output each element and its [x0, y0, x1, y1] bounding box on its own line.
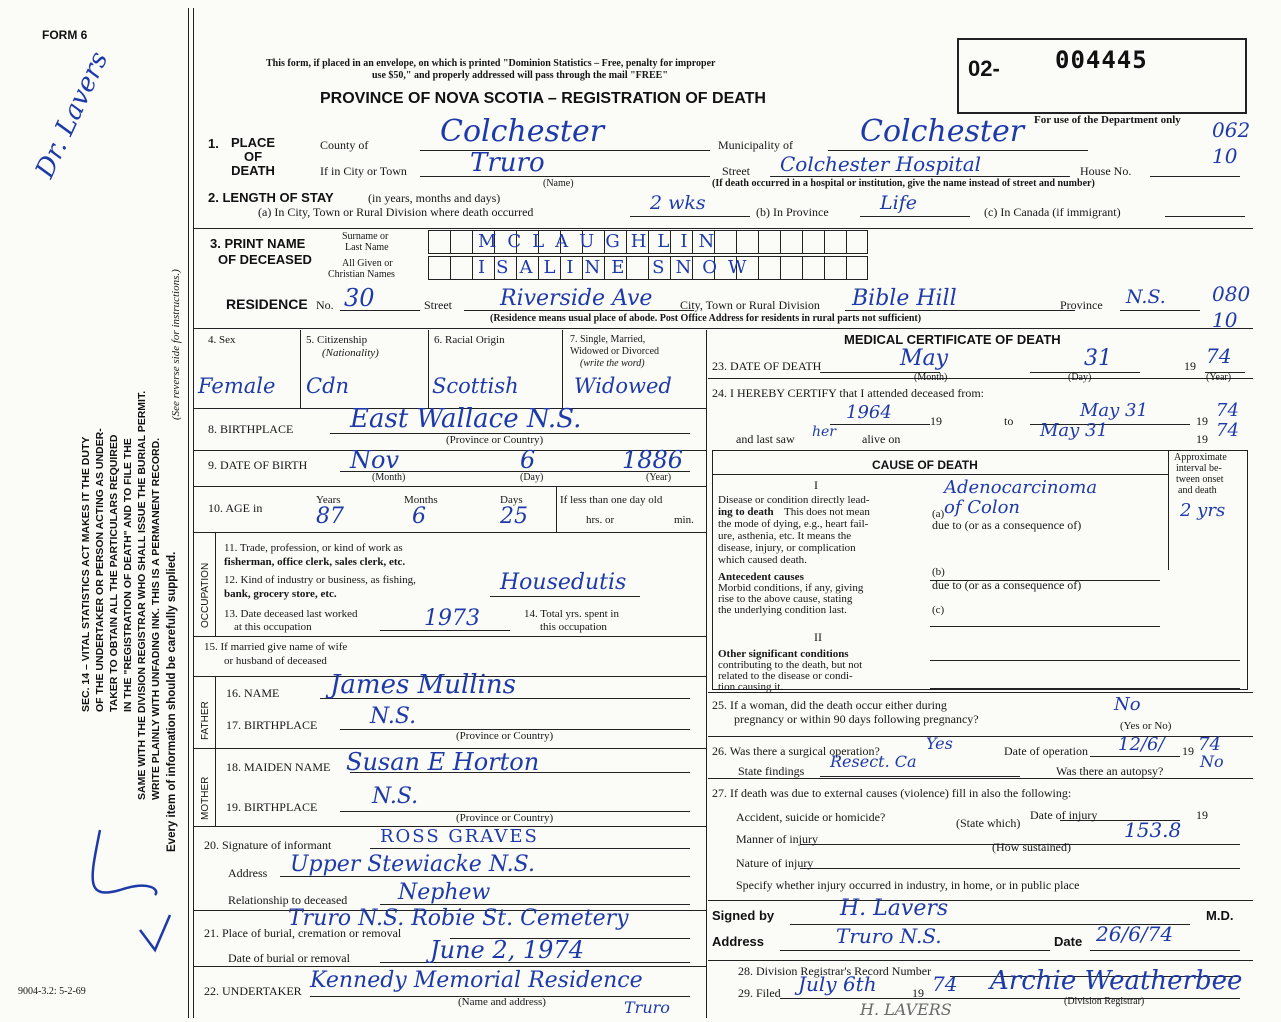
residence-street-label: Street: [424, 298, 452, 312]
residence-no-label: No.: [316, 298, 334, 312]
registration-number: 004445: [1055, 46, 1148, 74]
s20-label: 20. Signature of informant: [204, 838, 332, 852]
fill-line-municipality: [828, 150, 1088, 151]
left-margin-line-2: [193, 8, 194, 1018]
s13-label-1: 13. Date deceased last worked: [224, 608, 358, 620]
side-text-3: TAKER TO OBTAIN ALL THE PARTICULARS REQUIRED: [108, 434, 120, 712]
col-divider-1: [300, 330, 301, 408]
interval-4: and death: [1178, 485, 1217, 496]
s4-value: Female: [198, 374, 276, 398]
s1-label: PLACE OF DEATH: [230, 135, 276, 178]
s27-accident: Accident, suicide or homicide?: [736, 810, 886, 824]
residence-province-label: Province: [1060, 298, 1103, 312]
s9-day: 6: [520, 446, 536, 474]
fill-line-street: [770, 176, 1070, 177]
parents-divider: [215, 676, 216, 826]
divider-s11: [193, 532, 706, 533]
fill-line-res-province: [1120, 310, 1200, 311]
dept-code-2: 10: [1212, 144, 1238, 168]
center-divider: [706, 330, 707, 1018]
father-name-label: 16. NAME: [226, 686, 280, 700]
s24-19c: 19: [1196, 432, 1208, 446]
cause-title-line: [712, 474, 1168, 475]
s10-years: 87: [316, 504, 344, 529]
s23-year: 74: [1206, 344, 1232, 368]
side-text-1: SEC. 14 – VITAL STATISTICS ACT MAKES IT THE DUTY: [80, 436, 92, 712]
s27-date-injury: Date of injury: [1030, 808, 1098, 822]
city-caption: (Name): [543, 178, 574, 189]
s10-months: 6: [412, 504, 426, 529]
s3-label-1: 3. PRINT NAME: [210, 236, 306, 251]
cause-a-value: Adenocarcinoma of Colon: [944, 477, 1098, 518]
s12-label-1: 12. Kind of industry or business, as fishing,: [224, 574, 416, 586]
fill-line-2a: [630, 216, 750, 217]
s10-min: min.: [674, 514, 694, 526]
other-2: contributing to the death, but not: [718, 659, 863, 671]
surname-label-2: Last Name: [345, 242, 389, 253]
s27-nature: Nature of injury: [736, 856, 814, 870]
s8-label: 8. BIRTHPLACE: [208, 422, 294, 436]
s24-19a: 19: [930, 414, 942, 428]
margin-signature: Dr. Lavers: [30, 47, 115, 183]
ante-4: the underlying condition last.: [718, 604, 847, 616]
direct-6: disease, injury, or complication: [718, 542, 856, 554]
s29-below: H. LAVERS: [860, 1000, 952, 1019]
s20-relationship: Nephew: [398, 880, 491, 905]
divider-s25: [708, 692, 1253, 693]
direct-2: ing to death: [718, 506, 774, 518]
s9-day-cap: (Day): [520, 472, 544, 483]
residence-no: 30: [344, 284, 375, 312]
s11-label-2: fisherman, office clerk, sales clerk, etc.: [224, 556, 406, 568]
s4-label: 4. Sex: [208, 334, 236, 346]
s24-alive-value: May 31: [1040, 420, 1108, 441]
s20-address: Upper Stewiacke N.S.: [290, 852, 535, 877]
direct-3: This does not mean: [784, 506, 870, 518]
form-title: PROVINCE OF NOVA SCOTIA – REGISTRATION OF DEATH: [320, 90, 766, 107]
residence-street: Riverside Ave: [500, 286, 653, 311]
division-registrar-signature: Archie Weatherbee: [990, 966, 1243, 996]
s9-year-cap: (Year): [646, 472, 672, 483]
s2-c-label: (c) In Canada (if immigrant): [984, 205, 1121, 219]
mother-name-label: 18. MAIDEN NAME: [226, 760, 331, 774]
county-value: Colchester: [440, 114, 605, 149]
s9-month-cap: (Month): [372, 472, 406, 483]
s23-month: May: [900, 346, 949, 371]
age-divider: [556, 486, 557, 532]
ante-2: Morbid conditions, if any, giving: [718, 582, 864, 594]
s20-relationship-label: Relationship to deceased: [228, 893, 348, 907]
s20-address-label: Address: [228, 866, 268, 880]
cause-part-2: II: [814, 630, 822, 644]
s5-label: 5. Citizenship: [306, 334, 368, 346]
s22-value: Kennedy Memorial Residence: [310, 968, 643, 993]
s15-label-2: or husband of deceased: [224, 655, 327, 667]
fill-line-county: [420, 150, 710, 151]
s7-label-2: Widowed or Divorced: [570, 346, 660, 357]
s9-year: 1886: [622, 446, 684, 474]
s26-year: 74: [1198, 734, 1221, 755]
s23-day: 31: [1084, 346, 1112, 371]
s24-to: to: [1004, 414, 1014, 428]
s3-label-2: OF DECEASED: [218, 252, 312, 267]
left-margin-line: [188, 8, 189, 1018]
side-text-5: SAME WITH THE DIVISION REGISTRAR WHO SHALL ISSUE THE BURIAL PERMIT.: [136, 390, 148, 800]
s13-label-2: at this occupation: [234, 621, 312, 633]
side-text-2: OF THE UNDERTAKER OR PERSON ACTING AS UNDER-: [94, 428, 106, 712]
s27-state-which: (State which): [956, 816, 1021, 830]
s26-findings-label: State findings: [738, 764, 805, 778]
s10-days: 25: [500, 504, 528, 529]
occupation-side-label: OCCUPATION: [200, 562, 211, 628]
direct-1: Disease or condition directly lead-: [718, 494, 870, 506]
s24-last-label: and last saw: [736, 432, 795, 446]
s21-value: Truro N.S. Robie St. Cemetery: [288, 906, 629, 931]
s21-date-label: Date of burial or removal: [228, 951, 350, 965]
divider-s23: [708, 378, 1253, 379]
cause-part-1: I: [814, 478, 818, 492]
ante-3: rise to the above cause, stating: [718, 593, 853, 605]
s10-lt-label: If less than one day old: [560, 494, 663, 506]
surname-label-1: Surname or: [342, 231, 389, 242]
s10-label: 10. AGE in: [208, 501, 263, 515]
fill-line-op-date: [1090, 756, 1180, 757]
s26-prefix: 19: [1182, 744, 1194, 758]
s1-num: 1.: [208, 136, 219, 151]
margin-checkmarks: [60, 820, 180, 970]
father-bp: N.S.: [370, 704, 417, 729]
s6-label: 6. Racial Origin: [434, 334, 505, 346]
divider-s2: [193, 228, 1253, 229]
s2-desc: (in years, months and days): [368, 191, 501, 205]
s27-manner-value: 153.8: [1124, 818, 1182, 842]
s6-value: Scottish: [432, 374, 519, 398]
occupation-divider: [215, 532, 216, 636]
signed-address-label: Address: [712, 934, 765, 949]
s24-year-2: 74: [1216, 420, 1239, 441]
s24-from: 1964: [846, 402, 892, 423]
s5-value: Cdn: [306, 374, 350, 398]
divider-s22: [193, 966, 706, 967]
printer-code: 9004-3.2: 5-2-69: [18, 986, 86, 997]
s24-last-who: her: [812, 424, 836, 440]
street-value: Colchester Hospital: [780, 152, 982, 176]
residence-city-label: City, Town or Rural Division: [680, 298, 820, 312]
s27-how: (How sustained): [992, 840, 1071, 854]
s7-value: Widowed: [574, 374, 672, 398]
divider-s10: [193, 486, 706, 487]
s24-alive-label: alive on: [862, 432, 901, 446]
s8-value: East Wallace N.S.: [350, 404, 582, 434]
fill-line-s12: [490, 596, 640, 597]
divider-s26: [708, 736, 1253, 737]
s27-prefix: 19: [1196, 808, 1208, 822]
s2-a-label: (a) In City, Town or Rural Division where death occurred: [258, 205, 534, 219]
envelope-note-2: use $50," and properly addressed will pass through the mail "FREE": [372, 70, 668, 81]
father-side-label: FATHER: [200, 701, 211, 740]
dept-code-3: 080: [1212, 282, 1251, 306]
s23-label: 23. DATE OF DEATH: [712, 359, 822, 373]
given-label-2: Christian Names: [328, 269, 395, 280]
given-label-1: All Given or: [342, 258, 393, 269]
house-label: House No.: [1080, 164, 1132, 178]
s10-years-label: Years: [316, 494, 341, 506]
s29-year: 74: [932, 972, 958, 996]
department-use-label: For use of the Department only: [1034, 114, 1181, 126]
s26-date: 12/6/: [1118, 734, 1165, 755]
fill-line-house: [1150, 176, 1240, 177]
mother-side-label: MOTHER: [200, 776, 211, 820]
s24-to-value: May 31: [1080, 400, 1148, 421]
father-bp-caption: (Province or Country): [456, 730, 554, 742]
other-1: Other significant conditions: [718, 648, 849, 660]
s2-b-value: Life: [880, 192, 917, 214]
s14-label-2: this occupation: [540, 621, 607, 633]
fill-line-cause-c: [930, 626, 1160, 627]
fill-line-sign-addr: [780, 950, 1050, 951]
s26-autopsy: No: [1200, 752, 1224, 771]
s24-label: 24. I HEREBY CERTIFY that I attended deceased from:: [712, 386, 984, 400]
interval-1: Approximate: [1174, 452, 1227, 463]
s23-year-cap: (Year): [1206, 372, 1232, 383]
s29-value: July 6th: [798, 972, 877, 996]
s23-day-cap: (Day): [1068, 372, 1092, 383]
fill-line-filed: [780, 998, 1240, 999]
signed-md: M.D.: [1206, 908, 1234, 923]
fill-line-attend-from: [830, 424, 930, 425]
registration-prefix: 02-: [968, 56, 1000, 81]
s29-prefix: 19: [912, 986, 924, 1000]
s25-label-2: pregnancy or within 90 days following pregnancy?: [734, 712, 979, 726]
fill-line-nature: [800, 868, 1240, 869]
s23-prefix: 19: [1184, 359, 1196, 373]
side-text-4: IN THE "REGISTRATION OF DEATH" AND TO FILE THE: [122, 438, 134, 712]
cause-due-2: due to (or as a consequence of): [932, 578, 1082, 592]
cause-title: CAUSE OF DEATH: [872, 458, 978, 472]
divider-signed: [708, 900, 1253, 901]
s26-date-label: Date of operation: [1004, 744, 1088, 758]
side-text-8: (See reverse side for instructions.): [170, 269, 182, 420]
signed-label: Signed by: [712, 908, 775, 923]
other-3: related to the disease or condi-: [718, 670, 853, 682]
dept-code-4: 10: [1212, 308, 1238, 332]
given-value: ISALINE SNOW: [478, 257, 758, 278]
divider-residence: [193, 328, 1253, 329]
municipality-value: Colchester: [860, 114, 1025, 149]
col-divider-3: [562, 330, 563, 408]
dept-code-1: 062: [1212, 118, 1251, 142]
fill-line-2b: [860, 216, 970, 217]
s29-registrar-caption: (Division Registrar): [1064, 996, 1145, 1007]
city-value: Truro: [470, 148, 545, 178]
divider-s15: [193, 636, 706, 637]
interval-divider: [1168, 450, 1169, 570]
s21-date: June 2, 1974: [430, 936, 584, 964]
s27-specify: Specify whether injury occurred in industry, in home, or in public place: [736, 878, 1080, 892]
s9-label: 9. DATE OF BIRTH: [208, 458, 308, 472]
fill-line-findings: [820, 776, 1020, 777]
s15-label-1: 15. If married give name of wife: [204, 641, 348, 653]
residence-city: Bible Hill: [852, 286, 957, 311]
direct-7: which caused death.: [718, 554, 807, 566]
s26-autopsy-label: Was there an autopsy?: [1056, 764, 1164, 778]
mother-name: Susan E Horton: [346, 748, 540, 776]
fill-line-other-2: [930, 688, 1240, 689]
s10-days-label: Days: [500, 494, 523, 506]
col-divider-2: [428, 330, 429, 408]
mother-bp-caption: (Province or Country): [456, 812, 554, 824]
signed-date: 26/6/74: [1096, 922, 1174, 946]
s13-value: 1973: [424, 606, 480, 631]
s8-caption: (Province or Country): [446, 434, 544, 446]
s27-manner: Manner of injury: [736, 832, 818, 846]
s12-value: Housedutis: [500, 570, 627, 595]
s25-caption: (Yes or No): [1120, 720, 1172, 732]
ante-1: Antecedent causes: [718, 571, 804, 583]
mother-bp: N.S.: [372, 784, 419, 809]
father-name: James Mullins: [330, 670, 516, 700]
interval-2: interval be-: [1176, 463, 1222, 474]
s14-label-1: 14. Total yrs. spent in: [524, 608, 619, 620]
s9-month: Nov: [350, 446, 400, 474]
direct-5: ure, asthenia, etc. It means the: [718, 530, 852, 542]
s25-label-1: 25. If a woman, did the death occur either during: [712, 698, 947, 712]
s26-value: Yes: [926, 734, 953, 753]
fill-line-other-1: [930, 660, 1240, 661]
other-4: tion causing it.: [718, 681, 784, 693]
street-label: Street: [722, 164, 750, 178]
s7-label-1: 7. Single, Married,: [570, 334, 646, 345]
side-text-7: Every item of information should be carefully supplied.: [166, 551, 178, 852]
s12-label-2: bank, grocery store, etc.: [224, 588, 337, 600]
residence-note: (Residence means usual place of abode. Post Office Address for residents in rural parts not sufficient): [490, 313, 922, 324]
envelope-note-1: This form, if placed in an envelope, on which is printed "Dominion Statistics – Free, penalty for improper: [266, 58, 716, 69]
father-bp-label: 17. BIRTHPLACE: [226, 718, 318, 732]
fill-line-sign-date: [1090, 950, 1240, 951]
interval-3: tween onset: [1176, 474, 1224, 485]
s10-hrs: hrs. or: [586, 514, 615, 526]
cause-a-interval: 2 yrs: [1180, 500, 1226, 521]
s27-label: 27. If death was due to external causes (violence) fill in also the following:: [712, 786, 1072, 800]
residence-label: RESIDENCE: [226, 296, 308, 312]
s7-label-3: (write the word): [580, 358, 645, 369]
s2-label: 2. LENGTH OF STAY: [208, 190, 334, 205]
signed-address: Truro N.S.: [836, 924, 942, 948]
hospital-note: (If death occurred in a hospital or institution, give the name instead of street and number): [712, 178, 1095, 189]
cause-a-label: (a): [932, 508, 945, 520]
mother-bp-label: 19. BIRTHPLACE: [226, 800, 318, 814]
s11-label-1: 11. Trade, profession, or kind of work as: [224, 542, 403, 554]
s26-label: 26. Was there a surgical operation?: [712, 744, 880, 758]
form-number: FORM 6: [42, 28, 88, 42]
s20-value: ROSS GRAVES: [380, 826, 539, 847]
residence-province: N.S.: [1126, 286, 1166, 308]
s26-findings: Resect. Ca: [830, 752, 917, 771]
s22-caption: (Name and address): [458, 996, 546, 1008]
s2-a-value: 2 wks: [650, 192, 706, 214]
s24-19b: 19: [1196, 414, 1208, 428]
fill-line-2c: [1165, 216, 1245, 217]
s29-label: 29. Filed: [738, 986, 781, 1000]
county-label: County of: [320, 138, 369, 152]
city-label: If in City or Town: [320, 164, 407, 178]
cause-b-label: (b): [932, 566, 945, 578]
cause-c-label: (c): [932, 604, 945, 616]
s23-month-cap: (Month): [914, 372, 948, 383]
fill-line-city: [420, 176, 710, 177]
s28-label: 28. Division Registrar's Record Number: [738, 964, 932, 978]
s22-value-2: Truro: [624, 998, 670, 1017]
side-text-6: WRITE PLAINLY WITH UNFADING INK. THIS IS A PERMANENT RECORD.: [150, 437, 162, 800]
s2-b-label: (b) In Province: [756, 205, 829, 219]
surname-value: MCLAUGHLIN: [478, 231, 726, 252]
fill-line-informant: [370, 848, 690, 849]
s25-value: No: [1114, 694, 1141, 715]
s22-label: 22. UNDERTAKER: [204, 984, 302, 998]
direct-4: the mode of dying, e.g., heart fail-: [718, 518, 869, 530]
signed-value: H. Lavers: [840, 896, 949, 921]
cause-due-1: due to (or as a consequence of): [932, 518, 1082, 532]
signed-date-label: Date: [1054, 934, 1083, 949]
municipality-label: Municipality of: [718, 138, 793, 152]
s10-months-label: Months: [404, 494, 438, 506]
s5-sub: (Nationality): [322, 347, 379, 359]
divider-s28: [708, 960, 1253, 961]
medical-title: MEDICAL CERTIFICATE OF DEATH: [844, 332, 1061, 347]
s21-label: 21. Place of burial, cremation or removal: [204, 926, 402, 940]
s24-year: 74: [1216, 400, 1239, 421]
